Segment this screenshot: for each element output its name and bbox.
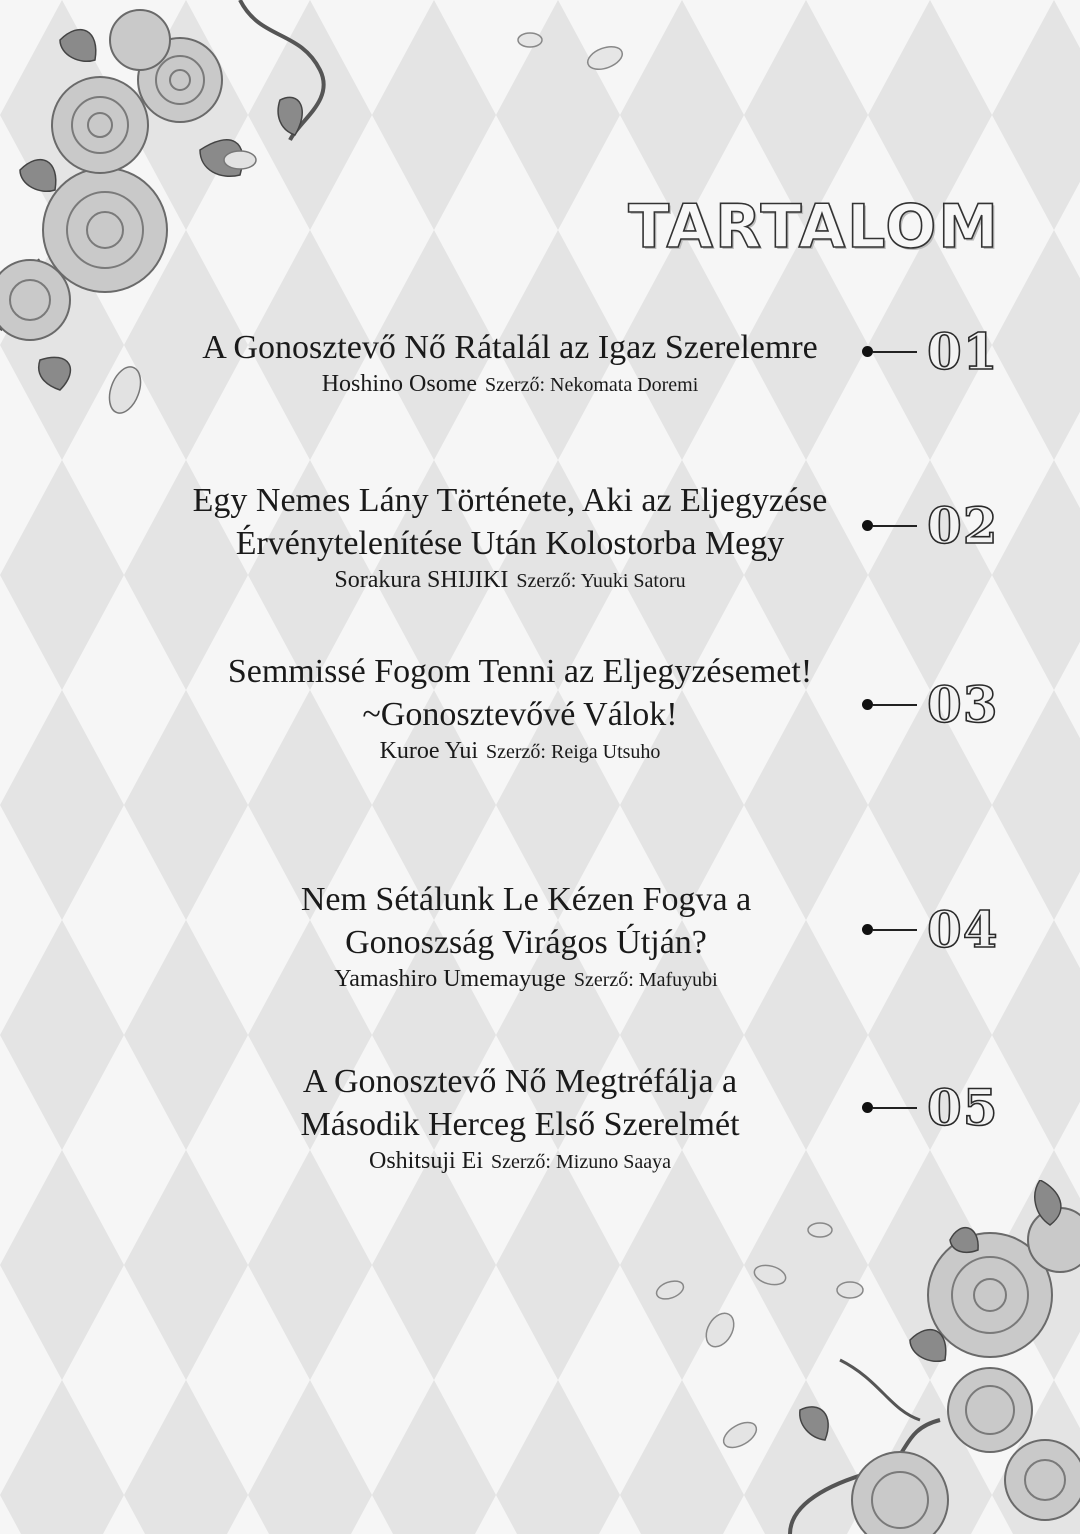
toc-entry-1[interactable] (140, 326, 880, 398)
role-label: Szerző: (516, 570, 577, 592)
entry-credits (140, 567, 880, 594)
role-label: Szerző: (485, 374, 546, 396)
chapter-number-3 (862, 675, 999, 734)
chapter-number-label: 04 (927, 900, 999, 959)
page-title: TARTALOM (628, 192, 1000, 262)
entry-title: A Gonosztevő Nő Rátalál az Igaz Szerelemre (202, 329, 818, 366)
chapter-number-5 (862, 1078, 999, 1137)
entry-credits (150, 1148, 890, 1175)
author-name: Mafuyubi (638, 969, 718, 991)
entry-title-line-1: Semmissé Fogom Tenni az Eljegyzésemet! (227, 653, 813, 690)
leader-line (873, 525, 917, 527)
entry-credits (140, 371, 880, 398)
translator-name: Sorakura SHIJIKI (334, 567, 509, 593)
entry-title-line-2: Második Herceg Első Szerelmét (300, 1106, 740, 1143)
translator-name: Yamashiro Umemayuge (334, 966, 566, 992)
chapter-number-label: 01 (927, 322, 999, 381)
toc-entry-4[interactable] (156, 878, 896, 993)
entry-title-line-2: ~Gonosztevővé Válok! (362, 696, 678, 733)
role-label: Szerző: (486, 741, 546, 763)
leader-line (873, 1107, 917, 1109)
bullet-dot-icon (862, 699, 873, 710)
chapter-number-2 (862, 496, 999, 555)
author-name: Reiga Utsuho (550, 741, 661, 763)
toc-entry-2[interactable] (140, 479, 880, 594)
author-name: Nekomata Doremi (550, 374, 699, 396)
role-label: Szerző: (491, 1151, 551, 1173)
entry-credits (150, 738, 890, 765)
chapter-number-label: 02 (927, 496, 999, 555)
entry-title-line-1: Egy Nemes Lány Története, Aki az Eljegyzése (192, 482, 828, 519)
bullet-dot-icon (862, 1102, 873, 1113)
entry-title-line-2: Gonoszság Virágos Útján? (345, 924, 707, 961)
bullet-dot-icon (862, 520, 873, 531)
toc-entry-5[interactable] (150, 1060, 890, 1175)
role-label: Szerző: (573, 969, 634, 991)
translator-name: Oshitsuji Ei (369, 1148, 484, 1174)
chapter-number-label: 05 (927, 1078, 999, 1137)
toc-entry-3[interactable] (150, 650, 890, 765)
translator-name: Kuroe Yui (379, 738, 478, 764)
leader-line (873, 929, 917, 931)
leader-line (873, 351, 917, 353)
chapter-number-1 (862, 322, 999, 381)
bullet-dot-icon (862, 924, 873, 935)
chapter-number-4 (862, 900, 999, 959)
bullet-dot-icon (862, 346, 873, 357)
petal-decoration (500, 20, 640, 90)
entry-title-line-1: Nem Sétálunk Le Kézen Fogva a (300, 881, 752, 918)
chapter-number-label: 03 (927, 675, 999, 734)
leader-line (873, 704, 917, 706)
translator-name: Hoshino Osome (321, 371, 478, 397)
author-name: Yuuki Satoru (580, 570, 686, 592)
entry-title-line-2: Érvénytelenítése Után Kolostorba Megy (235, 525, 785, 562)
entry-title-line-1: A Gonosztevő Nő Megtréfálja a (302, 1063, 738, 1100)
author-name: Mizuno Saaya (556, 1151, 671, 1173)
rose-decoration-bottom-right (640, 1180, 1080, 1534)
entry-credits (156, 966, 896, 993)
